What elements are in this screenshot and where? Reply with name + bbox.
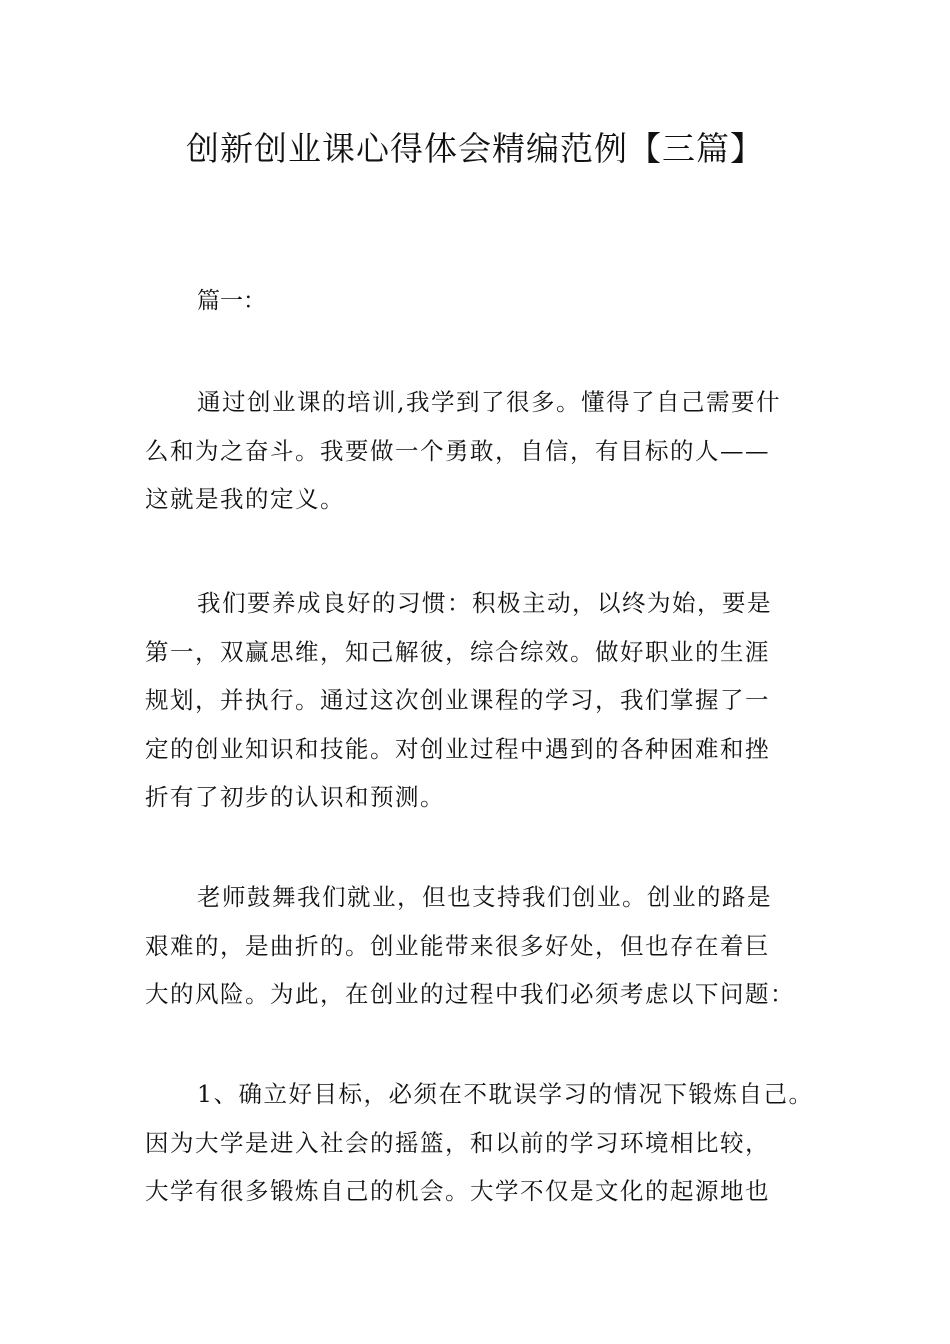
- paragraph-line: 第一，双赢思维，知己解彼，综合综效。做好职业的生涯: [145, 637, 770, 666]
- paragraph-line: 折有了初步的认识和预测。: [145, 783, 445, 811]
- paragraph-3: [145, 873, 815, 1019]
- paragraph-4: [145, 1070, 815, 1216]
- paragraph-line: 通过创业课的培训,我学到了很多。懂得了自己需要什: [197, 388, 781, 416]
- paragraph-line: 规划，并执行。通过这次创业课程的学习，我们掌握了一: [145, 686, 770, 714]
- section-label: 篇一：: [197, 288, 266, 314]
- paragraph-line: 我们要养成良好的习惯：积极主动，以终为始，要是: [197, 589, 772, 617]
- paragraph-line: 么和为之奋斗。我要做一个勇敢，自信，有目标的人——: [145, 436, 770, 465]
- paragraph-line: 艰难的，是曲折的。创业能带来很多好处，但也存在着巨: [145, 931, 770, 960]
- paragraph-2: [145, 579, 815, 822]
- paragraph-line: 大的风险。为此，在创业的过程中我们必须考虑以下问题：: [145, 980, 795, 1008]
- paragraph-line: 因为大学是进入社会的摇篮，和以前的学习环境相比较，: [145, 1128, 770, 1157]
- paragraph-line: 1、确立好目标，必须在不耽误学习的情况下锻炼自己。: [197, 1080, 814, 1108]
- paragraph-1: [145, 378, 815, 524]
- paragraph-line: 老师鼓舞我们就业，但也支持我们创业。创业的路是: [197, 883, 772, 911]
- document-title: 创新创业课心得体会精编范例【三篇】: [186, 129, 764, 168]
- paragraph-line: 大学有很多锻炼自己的机会。大学不仅是文化的起源地也: [145, 1177, 770, 1205]
- paragraph-line: 定的创业知识和技能。对创业过程中遇到的各种困难和挫: [145, 734, 770, 763]
- paragraph-line: 这就是我的定义。: [145, 485, 345, 513]
